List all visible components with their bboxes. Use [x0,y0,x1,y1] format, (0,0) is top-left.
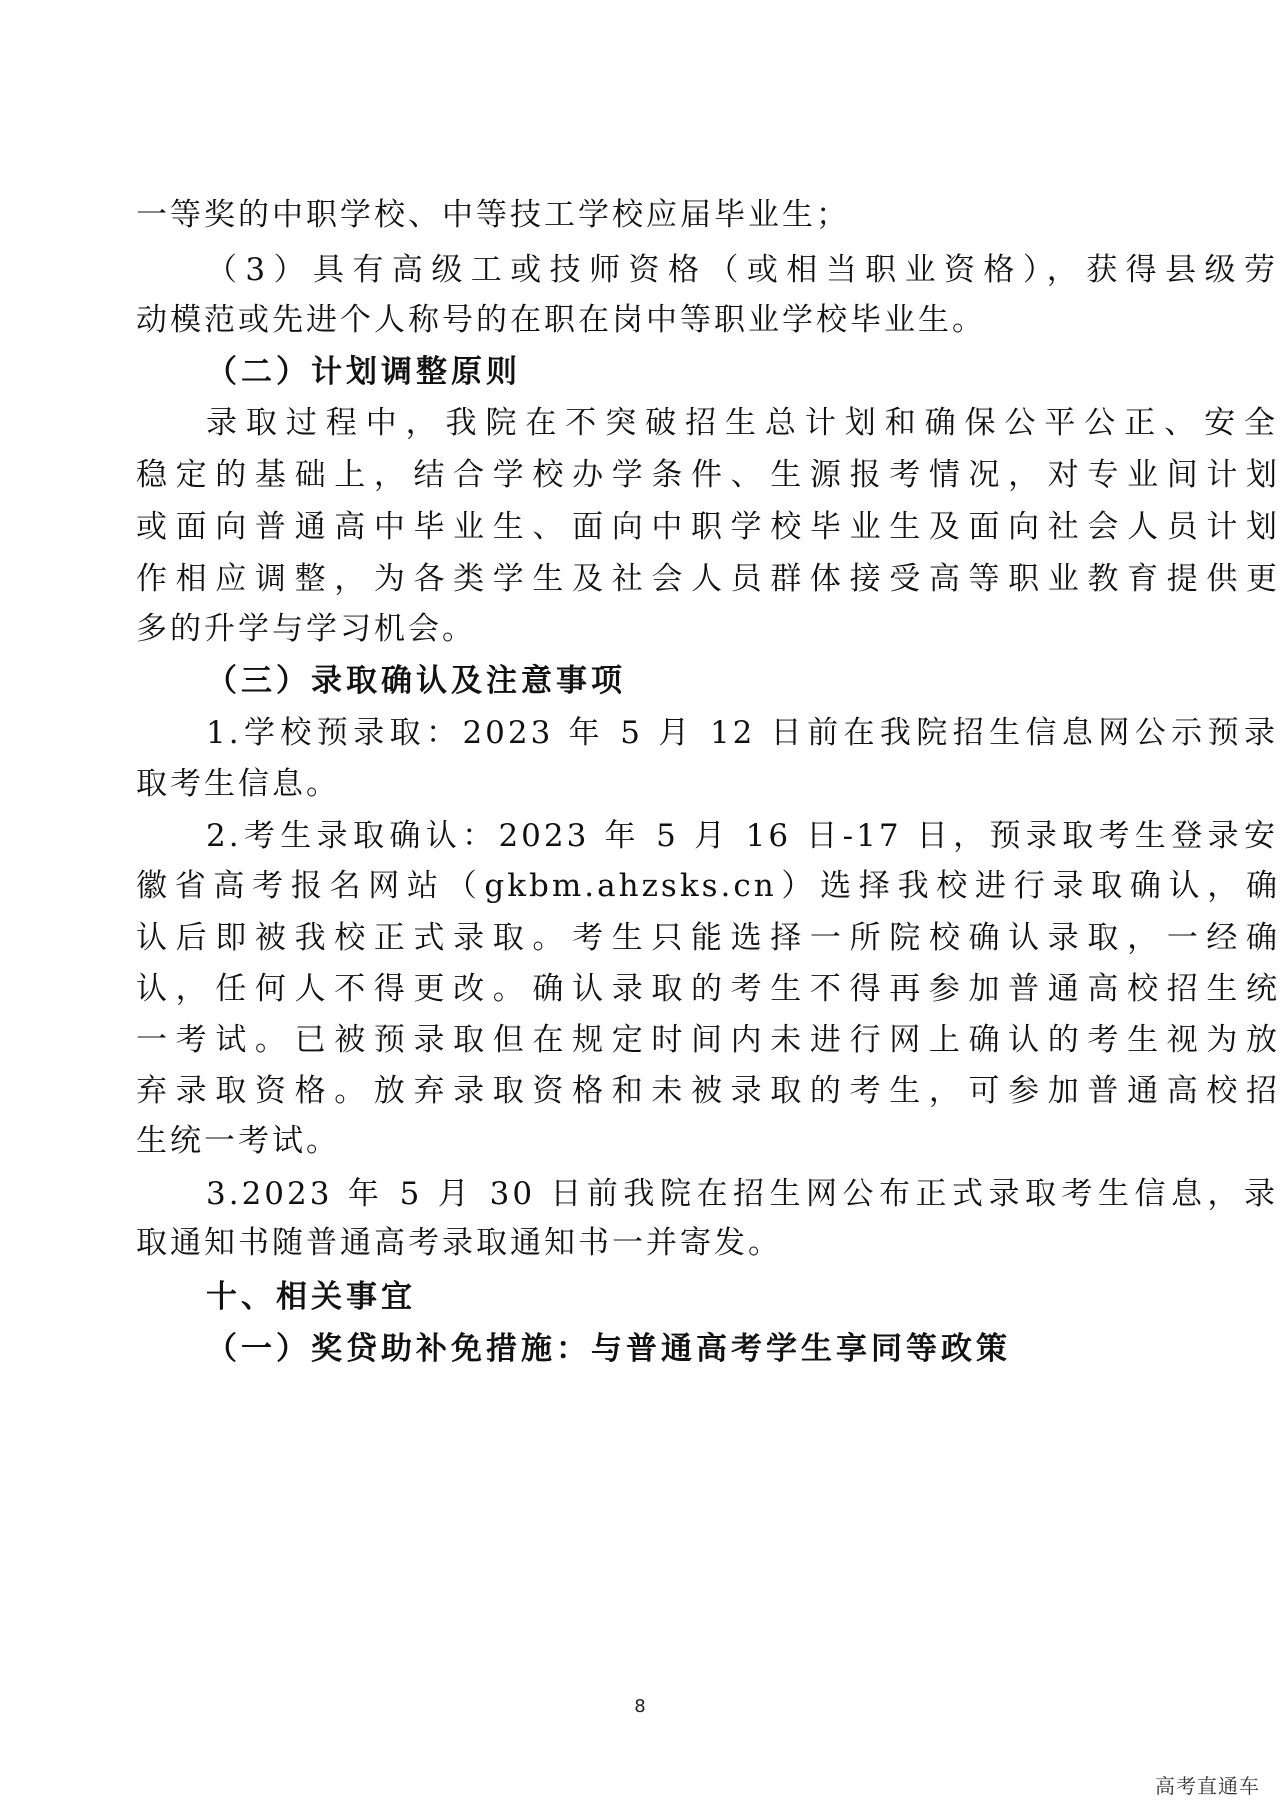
text-line: 弃录取资格。放弃录取资格和未被录取的考生，可参加普通高校招 [136,1073,1280,1109]
text-line: 生统一考试。 [136,1123,340,1159]
watermark-text: 高考直通车 [1155,1774,1260,1798]
text-line: 认，任何人不得更改。确认录取的考生不得再参加普通高校招生统 [136,971,1280,1007]
text-line: 一等奖的中职学校、中等技工学校应届毕业生； [136,197,850,233]
section-heading: （一）奖贷助补免措施：与普通高考学生享同等政策 [206,1331,1011,1367]
text-line: 作相应调整，为各类学生及社会人员群体接受高等职业教育提供更 [136,561,1280,597]
section-heading: 十、相关事宜 [206,1279,416,1315]
text-line: 徽省高考报名网站（gkbm.ahzsks.cn）选择我校进行录取确认，确 [136,868,1280,904]
section-heading: （二）计划调整原则 [206,354,521,390]
text-line: 或面向普通高中毕业生、面向中职学校毕业生及面向社会人员计划 [136,509,1280,545]
text-line: 3.2023 年 5 月 30 日前我院在招生网公布正式录取考生信息，录 [206,1176,1278,1212]
text-line: 稳定的基础上，结合学校办学条件、生源报考情况，对专业间计划 [136,457,1280,493]
text-line: 1.学校预录取：2023 年 5 月 12 日前在我院招生信息网公示预录 [206,715,1278,751]
text-line: 取考生信息。 [136,766,340,802]
text-line: （3）具有高级工或技师资格（或相当职业资格），获得县级劳 [206,252,1278,288]
text-line: 取通知书随普通高考录取通知书一并寄发。 [136,1225,782,1261]
text-line: 一考试。已被预录取但在规定时间内未进行网上确认的考生视为放 [136,1022,1280,1058]
text-line: 2.考生录取确认：2023 年 5 月 16 日-17 日，预录取考生登录安 [206,818,1278,854]
text-line: 多的升学与学习机会。 [136,611,476,647]
text-line: 录取过程中，我院在不突破招生总计划和确保公平公正、安全 [206,405,1278,441]
section-heading: （三）录取确认及注意事项 [206,663,626,699]
page-number: 8 [634,1696,646,1717]
text-line: 认后即被我校正式录取。考生只能选择一所院校确认录取，一经确 [136,920,1280,956]
text-line: 动模范或先进个人称号的在职在岗中等职业学校毕业生。 [136,302,986,338]
